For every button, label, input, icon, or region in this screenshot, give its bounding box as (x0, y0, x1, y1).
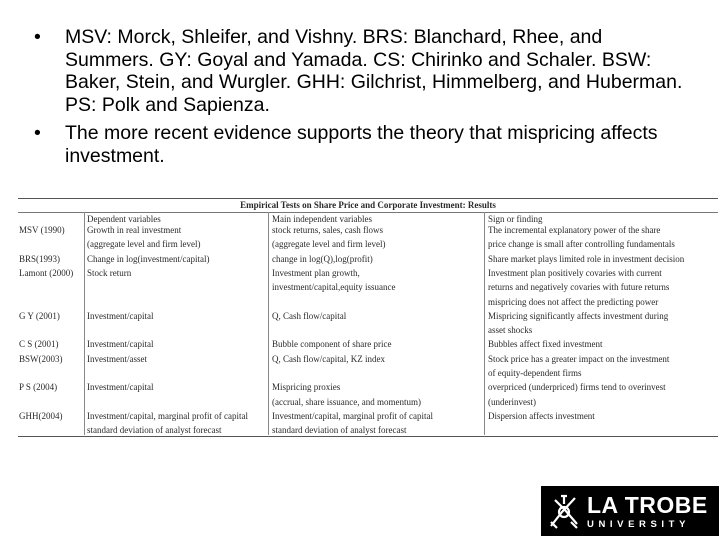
results-table-image (18, 198, 720, 435)
table-cell: Investment/capital, marginal profit of capital (87, 410, 249, 421)
table-cell: standard deviation of analyst forecast (87, 425, 222, 436)
bullet-text-1: MSV: Morck, Shleifer, and Vishny. BRS: Blanchard, Rhee, and Summers. GY: Goyal and Yamada. CS: Chirinko and Schaler. BSW: Baker, Stein, and Wurgler. GHH: Gilchrist, Himmelberg, and Huberman. PS: Polk and Sapienza. (65, 26, 683, 116)
bullet-glyph: • (34, 26, 41, 48)
la-trobe-logo (541, 486, 719, 536)
table-cell: (accrual, share issuance, and momentum) (272, 396, 421, 407)
table-cell: (underinvest) (488, 396, 536, 407)
table-cell: P S (2004) (19, 382, 58, 393)
table-cell: Lamont (2000) (19, 267, 74, 278)
table-cell: Bubbles affect fixed investment (488, 339, 603, 350)
la-trobe-emblem-icon (547, 492, 581, 530)
logo-subtitle: UNIVERSITY (587, 519, 691, 530)
logo-name: LA TROBE (587, 492, 708, 518)
bullet-item-1 (34, 26, 694, 116)
table-cell: returns and negatively covaries with future returns (488, 282, 670, 293)
table-cell: Change in log(investment/capital) (87, 253, 210, 264)
table-cell: mispricing does not affect the predicting power (488, 296, 659, 307)
table-cell: Investment/capital (87, 310, 154, 321)
table-cell: stock returns, sales, cash flows (272, 225, 383, 235)
bullet-item-2 (34, 122, 694, 167)
table-cell: investment/capital,equity issuance (272, 282, 396, 293)
table-cell: change in log(Q),log(profit) (272, 253, 373, 264)
table-cell: Stock return (87, 267, 132, 278)
table-cell: asset shocks (488, 325, 533, 336)
table-cell: Investment/asset (87, 353, 147, 364)
table-cell: Growth in real investment (87, 225, 182, 235)
table-cell: Investment/capital (87, 339, 154, 350)
bullet-text-2: The more recent evidence supports the theory that mispricing affects investment. (65, 122, 658, 167)
table-caption: Empirical Tests on Share Price and Corporate Investment: Results (240, 200, 496, 210)
table-cell: Investment/capital (87, 382, 154, 393)
table-cell: C S (2001) (19, 339, 59, 350)
table-header-cell: Main independent variables (272, 214, 372, 224)
table-cell: GHH(2004) (19, 410, 63, 421)
table-cell: price change is small after controlling fundamentals (488, 239, 675, 250)
table-cell: Q, Cash flow/capital (272, 310, 347, 321)
table-cell: BSW(2003) (19, 353, 63, 364)
table-cell: Mispricing proxies (272, 382, 341, 393)
table-cell: BRS(1993) (19, 253, 61, 264)
table-column-divider (268, 212, 269, 435)
table-cell: Mispricing significantly affects investment during (488, 310, 669, 321)
table-header-cell: Dependent variables (87, 214, 161, 224)
table-cell: Stock price has a greater impact on the investment (488, 353, 670, 364)
table-cell: MSV (1990) (19, 225, 65, 235)
table-cell: Investment plan positively covaries with current (488, 267, 662, 278)
table-cell: Dispersion affects investment (488, 410, 595, 421)
table-column-divider (484, 212, 485, 435)
table-header-rule (18, 212, 718, 213)
table-cell: Investment plan growth, (272, 267, 360, 278)
table-column-divider (84, 212, 85, 435)
bullet-glyph: • (34, 122, 41, 144)
table-cell: Bubble component of share price (272, 339, 392, 350)
table-cell: G Y (2001) (19, 310, 60, 321)
table-cell: standard deviation of analyst forecast (272, 425, 407, 436)
table-cell: overpriced (underpriced) firms tend to overinvest (488, 382, 666, 393)
table-cell: (aggregate level and firm level) (87, 239, 201, 250)
table-cell: The incremental explanatory power of the share (488, 225, 661, 235)
table-cell: (aggregate level and firm level) (272, 239, 386, 250)
table-header-cell: Sign or finding (488, 214, 543, 224)
table-cell: Share market plays limited role in investment decision (488, 253, 685, 264)
table-cell: Q, Cash flow/capital, KZ index (272, 353, 385, 364)
table-cell: Investment/capital, marginal profit of capital (272, 410, 434, 421)
bullet-list (34, 26, 694, 173)
table-cell: of equity-dependent firms (488, 368, 582, 378)
